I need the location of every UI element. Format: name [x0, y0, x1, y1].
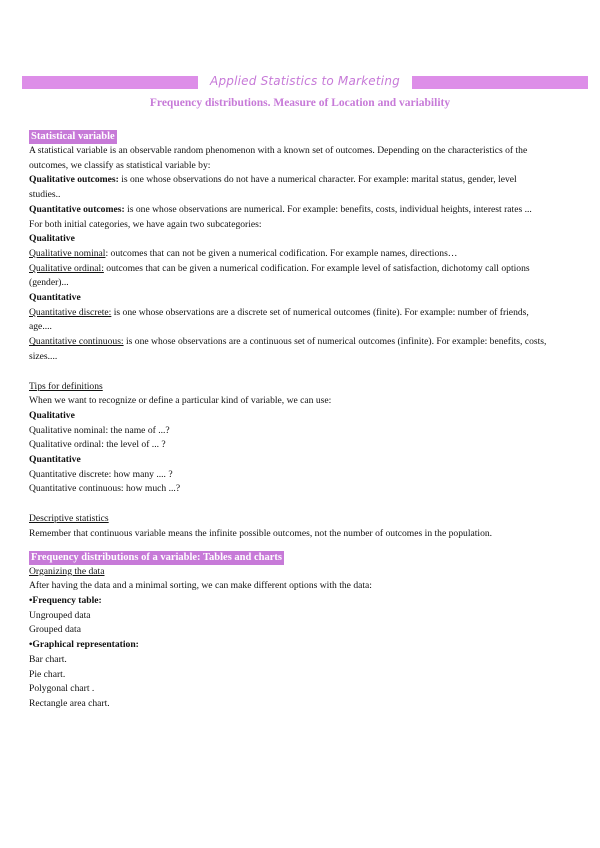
- section-heading: Statistical variable: [31, 131, 115, 142]
- subheading: Qualitative: [29, 233, 75, 245]
- term: Qualitative outcomes:: [29, 174, 119, 186]
- definition: is one whose observations are a continuous set of numerical outcomes (infinite). For example: benefits, costs, sizes....: [29, 336, 547, 362]
- banner-bar-right: [412, 76, 588, 89]
- section-subheading: Organizing the data: [29, 565, 105, 577]
- banner-bar-left: [22, 76, 198, 89]
- list-item: Bar chart.: [29, 653, 67, 665]
- paragraph: [29, 335, 549, 364]
- term: Qualitative nominal: [29, 247, 106, 259]
- definition: : outcomes that can not be given a numerical codification. For example names, directions…: [105, 247, 458, 259]
- paragraph: A statistical variable is an observable random phenomenon with a known set of outcomes. Depending on the characteristics of the outcomes, we classify as statistical variable by:: [29, 145, 528, 171]
- section-descriptive: [29, 512, 549, 541]
- term: Quantitative discrete:: [29, 306, 112, 318]
- document-body: [29, 130, 549, 712]
- section-statistical-variable: [29, 130, 549, 365]
- term: Quantitative continuous:: [29, 336, 124, 348]
- definition: is one whose observations do not have a numerical character. For example: marital status, gender, level studies..: [29, 174, 517, 201]
- list-item: Quantitative continuous: how much ...?: [29, 483, 181, 495]
- section-frequency-distributions: [29, 551, 549, 712]
- list-heading: •Frequency table:: [29, 594, 102, 606]
- subheading: Quantitative: [29, 454, 81, 466]
- definition: outcomes that can be given a numerical codification. For example level of satisfaction, dichotomy call options (gender)...: [29, 262, 530, 289]
- list-item: Quantitative discrete: how many .... ?: [29, 468, 173, 480]
- paragraph: After having the data and a minimal sorting, we can make different options with the data:: [29, 580, 372, 592]
- paragraph: Remember that continuous variable means the infinite possible outcomes, not the number of outcomes in the population.: [29, 527, 493, 539]
- section-subheading: Tips for definitions: [29, 380, 103, 392]
- paragraph: [29, 262, 549, 291]
- paragraph: [29, 203, 549, 218]
- paragraph: [29, 306, 549, 335]
- subheading: Quantitative: [29, 292, 81, 304]
- definition: is one whose observations are numerical. For example: benefits, costs, individual heights, interest rates ...: [124, 203, 532, 215]
- section-tips: [29, 380, 549, 498]
- list-item: Rectangle area chart.: [29, 697, 110, 709]
- list-item: Ungrouped data: [29, 609, 91, 621]
- list-item: Polygonal chart .: [29, 683, 95, 695]
- subheading: Qualitative: [29, 409, 75, 421]
- list-heading: •Graphical representation:: [29, 639, 139, 651]
- list-item: Grouped data: [29, 624, 81, 636]
- document-title: Applied Statistics to Marketing: [210, 74, 400, 88]
- section-heading: Frequency distributions of a variable: Tables and charts: [31, 551, 282, 563]
- paragraph: [29, 173, 549, 202]
- paragraph: [29, 247, 549, 262]
- paragraph: For both initial categories, we have again two subcategories:: [29, 218, 262, 230]
- paragraph: When we want to recognize or define a particular kind of variable, we can use:: [29, 395, 332, 407]
- list-item: Qualitative nominal: the name of ...?: [29, 424, 170, 436]
- term: Qualitative ordinal:: [29, 262, 104, 274]
- title-banner: [22, 76, 588, 89]
- list-item: Pie chart.: [29, 668, 66, 680]
- section-subheading: Descriptive statistics: [29, 513, 109, 525]
- definition: is one whose observations are a discrete set of numerical outcomes (finite). For example: number of friends, age....: [29, 306, 529, 333]
- list-item: Qualitative ordinal: the level of ... ?: [29, 439, 166, 451]
- document-subtitle: Frequency distributions. Measure of Location and variability: [149, 97, 451, 109]
- term: Quantitative outcomes:: [29, 203, 125, 215]
